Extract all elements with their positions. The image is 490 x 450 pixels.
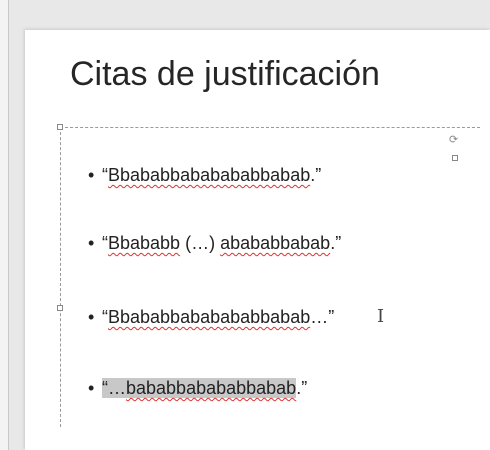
resize-handle-top-left[interactable] (57, 124, 63, 130)
i-beam-cursor-icon: I (377, 306, 385, 327)
open-quote: “ (102, 233, 108, 253)
bullet-item-4[interactable] (88, 378, 307, 399)
close-quote: .” (310, 165, 322, 185)
quote-text-part2: abababbabab (220, 233, 331, 253)
ellipsis-parenthesis: (…) (180, 233, 221, 253)
open-quote: “… (102, 378, 126, 398)
bullet-item-2[interactable] (88, 233, 341, 254)
rotate-handle-icon[interactable]: ⟳ (449, 134, 459, 146)
pane-left-edge (0, 0, 9, 450)
close-quote: …” (310, 307, 335, 327)
quote-text-part1: Bbababb (108, 233, 181, 253)
close-quote: .” (296, 378, 308, 398)
resize-handle-left-middle[interactable] (57, 305, 63, 311)
selected-text[interactable] (102, 378, 296, 398)
quote-text: Bbababbababababbabab (108, 165, 311, 185)
quote-text: Bbababbababababbabab (108, 307, 311, 327)
bullet-symbol: • (88, 233, 95, 253)
resize-handle-top-middle[interactable] (452, 155, 458, 161)
bullet-symbol: • (88, 378, 95, 398)
quote-text: bababbabababbabab (126, 378, 297, 398)
bullet-item-1[interactable] (88, 165, 321, 186)
close-quote: .” (330, 233, 342, 253)
bullet-symbol: • (88, 307, 95, 327)
bullet-symbol: • (88, 165, 95, 185)
open-quote: “ (102, 165, 108, 185)
bullet-item-3[interactable] (88, 307, 334, 328)
slide-title[interactable]: Citas de justificación (70, 55, 380, 93)
open-quote: “ (102, 307, 108, 327)
